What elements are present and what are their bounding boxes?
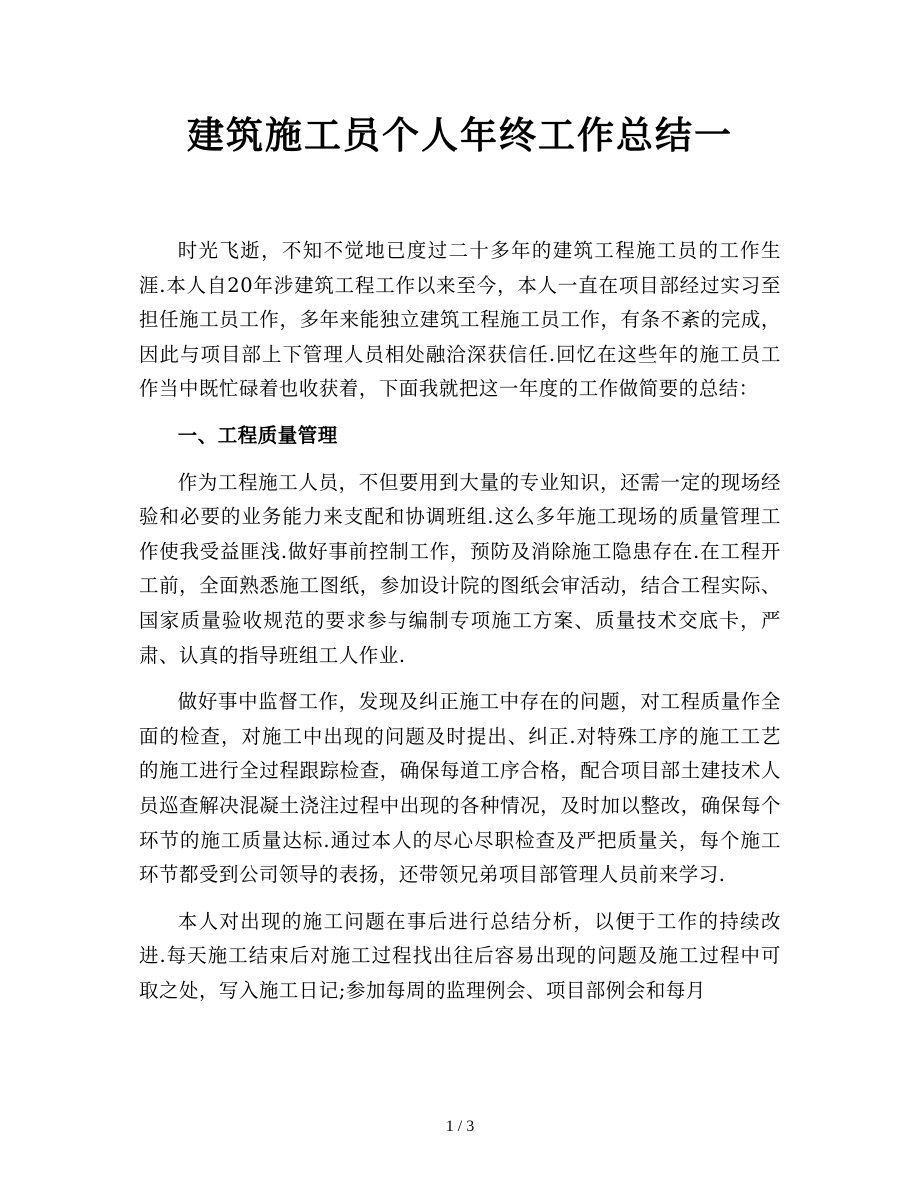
paragraph-intro: 时光飞逝，不知不觉地已度过二十多年的建筑工程施工员的工作生涯.本人自20年涉建筑工程工作以来至今，本人一直在项目部经过实习至担任施工员工作，多年来能独立建筑工程施工员工作，有条不紊的完成，因此与项目部上下管理人员相处融洽深获信任.回忆在这些年的施工员工作当中既忙碌着也收获着，下面我就把这一年度的工作做简要的总结：: [139, 239, 781, 401]
paragraph-quality-supervision: 做好事中监督工作，发现及纠正施工中存在的问题，对工程质量作全面的检查，对施工中出现的问题及时提出、纠正.对特殊工序的施工工艺的施工进行全过程跟踪检查，确保每道工序合格，配合项目部土建技术人员巡查解决混凝土浇注过程中出现的各种情况，及时加以整改，确保每个环节的施工质量达标.通过本人的尽心尽职检查及严把质量关，每个施工环节都受到公司领导的表扬，还带领兄弟项目部管理人员前来学习.: [139, 690, 781, 887]
paragraph-quality-prevention: 作为工程施工人员，不但要用到大量的专业知识，还需一定的现场经验和必要的业务能力来支配和协调班组.这么多年施工现场的质量管理工作使我受益匪浅.做好事前控制工作，预防及消除施工隐患存在.在工程开工前，全面熟悉施工图纸，参加设计院的图纸会审活动，结合工程实际、国家质量验收规范的要求参与编制专项施工方案、质量技术交底卡，严肃、认真的指导班组工人作业.: [139, 470, 781, 667]
page-number: 1 / 3: [445, 1118, 475, 1135]
document-body: [139, 234, 781, 1020]
paragraph-quality-review: 本人对出现的施工问题在事后进行总结分析，以便于工作的持续改进.每天施工结束后对施工过程找出往后容易出现的问题及施工过程中可取之处，写入施工日记;参加每周的监理例会、项目部例会和每月: [139, 909, 781, 1002]
section-heading-quality: 一、工程质量管理: [177, 423, 338, 447]
document-title: 建筑施工员个人年终工作总结一: [187, 113, 733, 157]
